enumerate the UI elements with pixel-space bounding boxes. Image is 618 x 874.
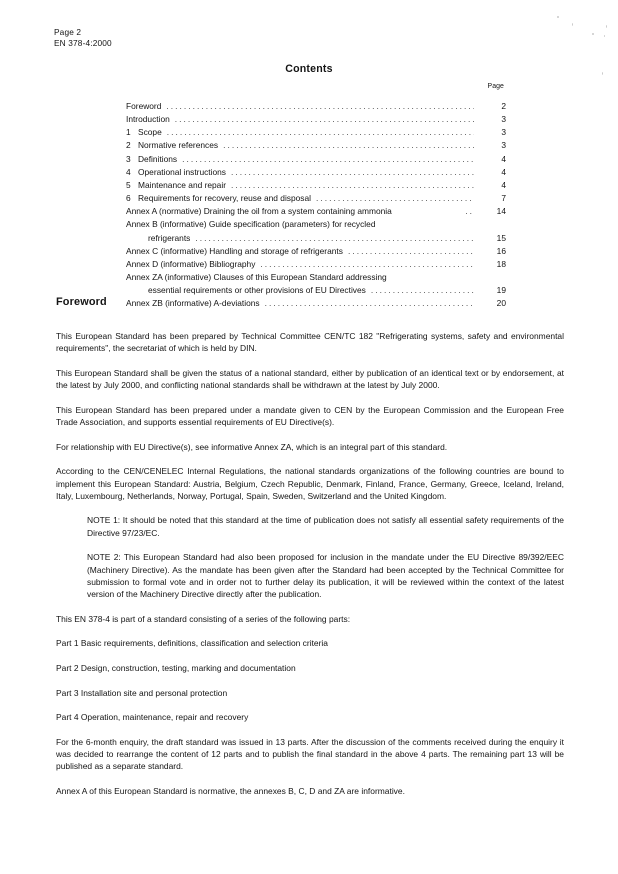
foreword-paragraph: This European Standard shall be given the status of a national standard, either by publication of an identical text or by endorsement, at the latest by July 2000, and conflicting national standards shall be withdrawn at the latest by July 2000. [56,367,564,391]
toc-entry[interactable] [126,218,506,231]
toc-entry-number: 3 [126,153,131,164]
part-item: Part 3 Installation site and personal protection [56,687,228,698]
foreword-paragraph: For relationship with EU Directive(s), see informative Annex ZA, which is an integral part of this standard. [56,441,448,452]
toc-dot-leader [166,104,474,113]
toc-entry[interactable] [126,205,506,218]
toc-entry-page-number: 19 [496,285,506,296]
toc-entry-page-number: 3 [501,140,506,151]
toc-entry-page-number: 16 [496,245,506,256]
foreword-paragraph: According to the CEN/CENELEC Internal Regulations, the national standards organizations of the following countries are bound to implement this European Standard: Austria, Belgium, Czech Republic, Denmark, Finland, France, Germany, Greece, Iceland, Ireland, Italy, Luxembourg, Netherlands, Norway, Portugal, Spain, Sweden, Switzerland and the United Kingdom. [56,466,564,501]
toc-dot-leader [397,209,474,218]
scan-speckle [557,16,559,18]
foreword-body [56,330,564,810]
toc-entry-label: Requirements for recovery, reuse and disposal [138,193,312,204]
toc-entry[interactable] [126,179,506,192]
enquiry-paragraph: For the 6-month enquiry, the draft standard was issued in 13 parts. After the discussion of the comments received during the enquiry it was decided to rearrange the content of 12 parts and to publish the final standard in the above 4 parts. The remaining part 13 will be published as a separate standard. [56,736,564,772]
toc-entry-page-number: 7 [501,193,506,204]
toc-entry[interactable] [126,126,506,139]
toc-entry-label: Normative references [138,140,219,151]
toc-entry-label: Introduction [126,114,170,125]
toc-entry-page-number: 3 [501,127,506,138]
toc-dot-leader [231,183,474,192]
toc-dot-leader [381,223,475,232]
toc-entry-page-number: 18 [496,258,506,269]
scan-speckle [592,33,594,35]
toc-entry[interactable] [126,258,506,271]
toc-entry-continuation[interactable] [126,284,506,297]
toc-entry-label: Scope [138,127,162,138]
toc-entry[interactable] [126,113,506,126]
toc-dot-leader [182,157,474,166]
toc-entry-number: 5 [126,179,131,190]
toc-entry-number: 4 [126,166,131,177]
foreword-heading: Foreword [56,296,107,308]
toc-dot-leader [392,275,474,284]
toc-entry-page-number: 20 [496,298,506,309]
toc-entry-page-number: 4 [501,153,506,164]
toc-entry-label: Annex ZA (informative) Clauses of this European Standard addressing [126,272,387,283]
toc-entry-page-number: 14 [496,206,506,217]
toc-entry-number: 6 [126,193,131,204]
toc-dot-leader [348,249,474,258]
contents-title: Contents [285,63,333,75]
toc-entry-number: 1 [126,127,131,138]
toc-entry[interactable] [126,297,506,310]
foreword-paragraph: This European Standard has been prepared under a mandate given to CEN by the European Commission and the European Free Trade Association, and supports essential requirements of EU Directive(s). [56,404,564,428]
toc-entry[interactable] [126,245,506,258]
toc-entry-label: Annex C (informative) Handling and storage of refrigerants [126,245,343,256]
toc-entry-page-number: 4 [501,179,506,190]
toc-dot-leader [265,302,474,311]
toc-entry[interactable] [126,166,506,179]
toc-entry[interactable] [126,139,506,152]
toc-entry-page-number: 2 [501,101,506,111]
toc-entry-label: Definitions [138,153,178,164]
toc-entry-continuation-label: essential requirements or other provisions of EU Directives [148,285,366,296]
annex-status-paragraph: Annex A of this European Standard is normative, the annexes B, C, D and ZA are informative. [56,785,405,796]
page-marker: Page 2 [54,27,82,37]
toc-dot-leader [371,288,474,297]
toc-entry-label: Annex A (normative) Draining the oil from a system containing ammonia [126,206,392,217]
series-intro: This EN 378-4 is part of a standard consisting of a series of the following parts: [56,613,351,624]
toc-entry-label: Foreword [126,101,162,111]
part-item: Part 1 Basic requirements, definitions, classification and selection criteria [56,638,329,649]
toc-dot-leader [260,262,474,271]
toc-entry-page-number: 15 [496,232,506,243]
note-2: NOTE 2: This European Standard had also been proposed for inclusion in the mandate under the EU Directive 89/392/EEC (Machinery Directive). As the mandate has been given after the Standard had been accepted by the Technical Committee for submission to formal vote and in order not to further delay its publication, it will be reviewed within the context of the latest version of the Machinery Directive directly after the publication. [87,552,564,600]
toc-dot-leader [175,117,474,126]
running-header [54,27,112,50]
toc-entry[interactable] [126,192,506,205]
contents-page-column-label: Page [487,83,504,90]
standard-reference: EN 378-4:2000 [54,38,112,49]
note-1: NOTE 1: It should be noted that this standard at the time of publication does not satisfy all essential safety requirements of the Directive 97/23/EC. [87,515,564,538]
toc-dot-leader [167,130,474,139]
part-item: Part 4 Operation, maintenance, repair and recovery [56,712,249,723]
toc-entry-number: 2 [126,140,131,151]
toc-entry-label: Annex B (informative) Guide specification (parameters) for recycled [126,219,376,230]
toc-entry-page-number: 3 [501,114,506,125]
toc-entry[interactable] [126,100,506,113]
toc-dot-leader [195,236,474,245]
table-of-contents [126,100,506,311]
toc-dot-leader [231,170,474,179]
toc-entry-label: Operational instructions [138,166,226,177]
toc-entry-continuation-label: refrigerants [148,232,191,243]
scan-speckle [572,23,573,26]
toc-entry-label: Annex D (informative) Bibliography [126,258,256,269]
toc-entry-page-number: 4 [501,166,506,177]
foreword-paragraph: This European Standard has been prepared by Technical Committee CEN/TC 182 "Refrigerating systems, safety and environmental requirements", the secretariat of which is held by DIN. [56,331,564,354]
toc-entry[interactable] [126,271,506,284]
toc-entry-label: Annex ZB (informative) A-deviations [126,298,260,309]
toc-dot-leader [316,196,474,205]
toc-entry-continuation[interactable] [126,232,506,245]
part-item: Part 2 Design, construction, testing, marking and documentation [56,663,296,674]
scan-speckle [604,35,605,37]
toc-entry-label: Maintenance and repair [138,179,226,190]
toc-entry[interactable] [126,153,506,166]
toc-dot-leader [223,144,474,153]
scan-speckle [606,25,607,28]
